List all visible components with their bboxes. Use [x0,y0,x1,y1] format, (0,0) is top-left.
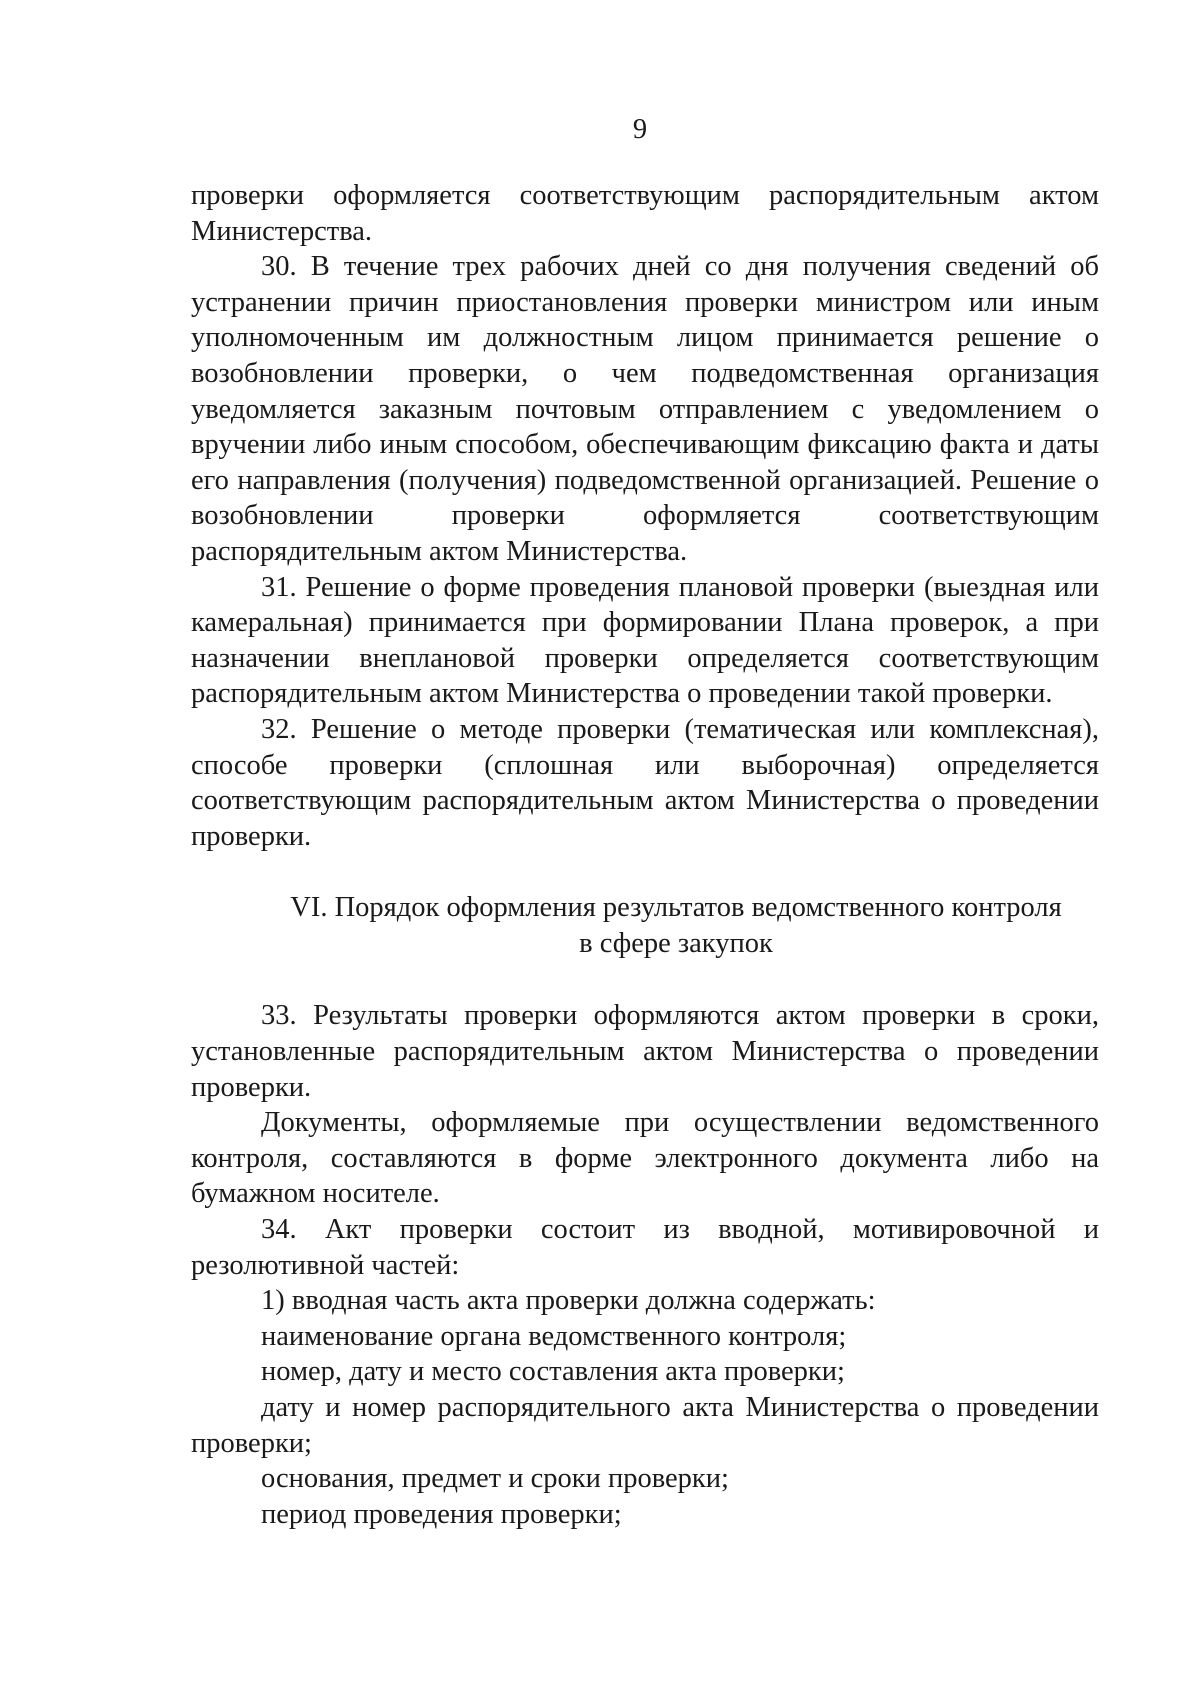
section-heading-line-1: VI. Порядок оформления результатов ведомственного контроля [290,892,1062,924]
page-number: 9 [632,114,648,145]
paragraph-30: 30. В течение трех рабочих дней со дня получения сведений об устранении причин приостановления проверки министром или иным уполномоченным им должностным лицом принимается решение о возобновлении проверки, о чем подведомственная организация уведомляется заказным почтовым отправлением с уведомлением о вручении либо иным способом, обеспечивающим фиксацию факта и даты его направления (получения) подведомственной организацией. Решение о возобновлении проверки оформляется соответствующим распорядительным актом Министерства. [191,251,1099,567]
spacer [191,854,1099,890]
spacer [191,961,1099,998]
paragraph-documents: Документы, оформляемые при осуществлении ведомственного контроля, составляются в форме электронного документа либо на бумажном носителе. [191,1107,1099,1210]
list-item: дату и номер распорядительного акта Министерства о проведении проверки; [191,1392,1099,1459]
list-item: основания, предмет и сроки проверки; [261,1463,729,1495]
paragraph-31: 31. Решение о форме проведения плановой проверки (выездная или камеральная) принимается при формировании Плана проверок, а при назначении внеплановой проверки определяется соответствующим распорядительным актом Министерства о проведении такой проверки. [191,571,1099,710]
list-item: период проведения проверки; [261,1498,622,1530]
paragraph-34: 34. Акт проверки состоит из вводной, мотивировочной и резолютивной частей: [191,1214,1099,1281]
paragraphs-bottom [191,998,1099,1532]
paragraphs-top [191,178,1099,854]
paragraph: проверки оформляется соответствующим распорядительным актом Министерства. [191,180,1099,247]
section-heading-line-2: в сфере закупок [579,927,773,959]
document-body [191,178,1099,1532]
list-item: номер, дату и место составления акта проверки; [261,1356,845,1388]
list-item: наименование органа ведомственного контроля; [261,1320,847,1352]
list-item: 1) вводная часть акта проверки должна содержать: [261,1285,876,1317]
paragraph-33: 33. Результаты проверки оформляются актом проверки в сроки, установленные распорядительным актом Министерства о проведении проверки. [191,1000,1099,1103]
section-heading [191,890,1099,961]
paragraph-32: 32. Решение о методе проверки (тематическая или комплексная), способе проверки (сплошная или выборочная) определяется соответствующим распорядительным актом Министерства о проведении проверки. [191,713,1099,852]
